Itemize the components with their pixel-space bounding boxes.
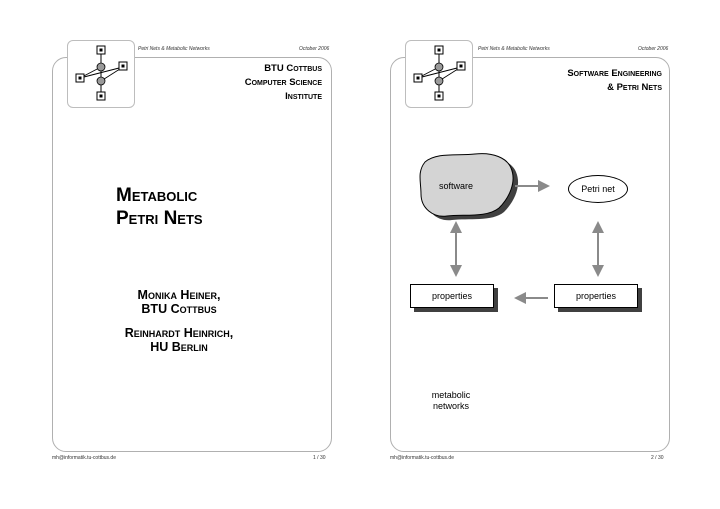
metabolic-networks-label-line-2: networks	[432, 401, 469, 411]
slide-2-heading-line-1: Software Engineering	[567, 68, 662, 79]
institute-block	[200, 62, 322, 106]
metabolic-networks-label-line-1: metabolic	[431, 390, 471, 400]
petri-net-logo-icon	[406, 41, 472, 107]
institute-line-2: Computer Science	[244, 77, 322, 88]
slide-2-footer-email: mh@informatik.tu-cottbus.de	[390, 455, 454, 461]
institute-line-1: BTU Cottbus	[264, 63, 322, 74]
title-line-1: Metabolic	[116, 185, 198, 206]
petri-net-logo-icon	[68, 41, 134, 107]
author-2-affiliation: HU Berlin	[150, 340, 208, 354]
author-1-affiliation: BTU Cottbus	[141, 302, 217, 316]
petri-net-logo	[405, 40, 473, 108]
slide-2-heading-line-2: & Petri Nets	[607, 82, 662, 93]
slide-2-header-date: October 2006	[638, 46, 669, 52]
slide-1-footer-email: mh@informatik.tu-cottbus.de	[52, 455, 116, 461]
author-1-name: Monika Heiner,	[137, 288, 221, 302]
slide-2-page-number: 2 / 30	[651, 455, 664, 461]
slide-1-header-title: Petri Nets & Metabolic Networks	[138, 46, 210, 52]
author-2-name: Reinhardt Heinrich,	[124, 326, 234, 340]
title-line-2: Petri Nets	[116, 208, 203, 229]
slide-1-header-date: October 2006	[299, 46, 330, 52]
institute-line-3: Institute	[285, 91, 322, 102]
petri-net-logo	[67, 40, 135, 108]
properties-left-box: properties	[410, 284, 494, 308]
properties-right-box: properties	[554, 284, 638, 308]
slide-1-frame	[52, 57, 332, 452]
software-label: software	[438, 181, 473, 191]
slide-2-heading	[500, 67, 662, 97]
slide-1-page-number: 1 / 30	[313, 455, 326, 461]
slide-2-header-title: Petri Nets & Metabolic Networks	[478, 46, 550, 52]
petri-net-node: Petri net	[568, 175, 628, 203]
